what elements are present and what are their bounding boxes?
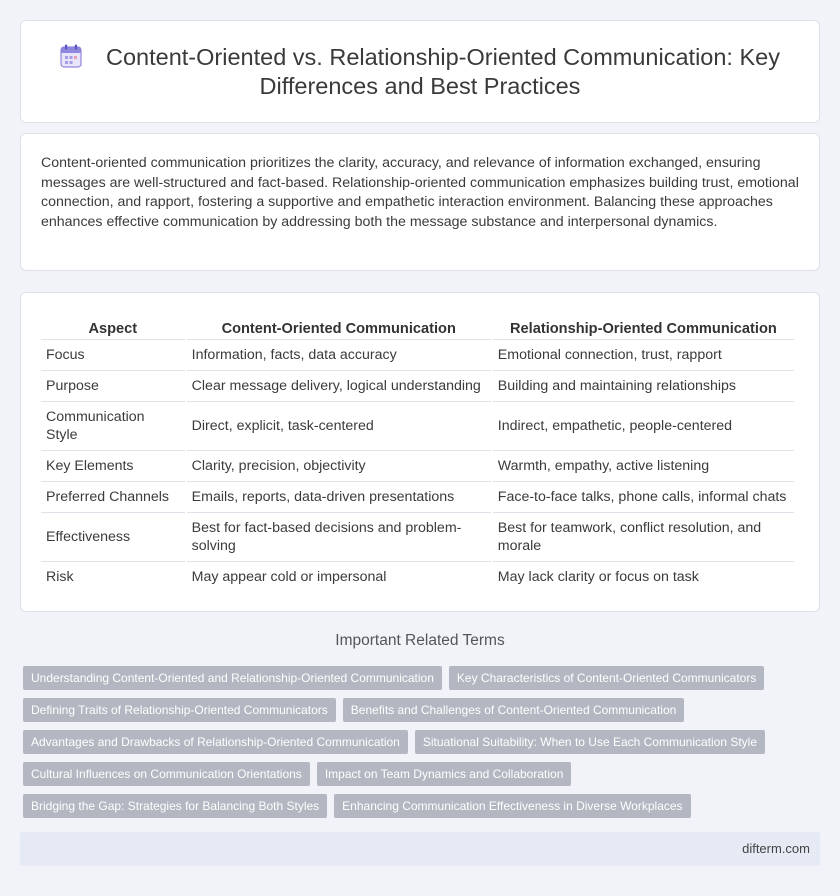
title-line-1: Content-Oriented vs. Relationship-Oriented Communication: Key	[106, 43, 780, 70]
title-card	[20, 20, 820, 123]
cell-relationship: Best for teamwork, conflict resolution, and morale	[493, 512, 794, 561]
cell-content: Direct, explicit, task-centered	[187, 401, 491, 450]
related-term-link[interactable]: Defining Traits of Relationship-Oriented Communicators	[23, 698, 336, 722]
table-row	[41, 339, 794, 370]
table-header-row	[41, 313, 794, 339]
cell-relationship: Indirect, empathetic, people-centered	[493, 401, 794, 450]
intro-paragraph: Content-oriented communication prioritizes the clarity, accuracy, and relevance of information exchanged, ensuring messages are well-structured and fact-based. Relationship-oriented communication emphasizes building trust, emotional connection, and rapport, fostering a supportive and empathetic interaction environment. Balancing these approaches enhances effective communication by addressing both the message substance and interpersonal dynamics.	[41, 155, 799, 230]
cell-relationship: Emotional connection, trust, rapport	[493, 339, 794, 370]
tag-row	[23, 730, 823, 754]
comparison-table-card	[20, 292, 820, 612]
table-row	[41, 401, 794, 450]
table-row	[41, 512, 794, 561]
related-term-link[interactable]: Bridging the Gap: Strategies for Balancing Both Styles	[23, 794, 327, 818]
related-term-link[interactable]: Advantages and Drawbacks of Relationship-Oriented Communication	[23, 730, 408, 754]
related-term-link[interactable]: Situational Suitability: When to Use Each Communication Style	[415, 730, 765, 754]
related-term-link[interactable]: Cultural Influences on Communication Orientations	[23, 762, 310, 786]
related-term-link[interactable]: Key Characteristics of Content-Oriented Communicators	[449, 666, 764, 690]
cell-aspect: Key Elements	[41, 450, 185, 481]
header-aspect: Aspect	[88, 321, 138, 337]
cell-relationship: May lack clarity or focus on task	[493, 561, 794, 592]
tag-row	[23, 698, 823, 722]
related-term-link[interactable]: Impact on Team Dynamics and Collaboration	[317, 762, 572, 786]
page-title	[60, 43, 780, 101]
cell-content: Emails, reports, data-driven presentations	[187, 481, 491, 512]
table-row	[41, 450, 794, 481]
tag-row	[23, 762, 823, 786]
cell-content: Information, facts, data accuracy	[187, 339, 491, 370]
related-terms-tags	[23, 666, 823, 826]
table-row	[41, 481, 794, 512]
cell-content: Clarity, precision, objectivity	[187, 450, 491, 481]
tag-row	[23, 666, 823, 690]
related-term-link[interactable]: Enhancing Communication Effectiveness in Diverse Workplaces	[334, 794, 690, 818]
footer-site-link[interactable]: difterm.com	[742, 841, 810, 856]
cell-aspect: Preferred Channels	[41, 481, 185, 512]
comparison-table	[39, 313, 796, 592]
table-row	[41, 561, 794, 592]
header-content-oriented: Content-Oriented Communication	[221, 321, 456, 337]
cell-aspect: Risk	[41, 561, 185, 592]
cell-aspect: Focus	[41, 339, 185, 370]
tag-row	[23, 794, 823, 818]
cell-content: Clear message delivery, logical understanding	[187, 370, 491, 401]
related-term-link[interactable]: Benefits and Challenges of Content-Oriented Communication	[343, 698, 685, 722]
intro-card	[20, 133, 820, 271]
related-terms-title: Important Related Terms	[335, 632, 505, 649]
footer	[20, 832, 820, 866]
table-row	[41, 370, 794, 401]
cell-content: Best for fact-based decisions and problem-solving	[187, 512, 491, 561]
document-icon	[60, 44, 82, 68]
cell-content: May appear cold or impersonal	[187, 561, 491, 592]
cell-aspect: Communication Style	[41, 401, 185, 450]
cell-relationship: Building and maintaining relationships	[493, 370, 794, 401]
cell-relationship: Warmth, empathy, active listening	[493, 450, 794, 481]
related-term-link[interactable]: Understanding Content-Oriented and Relationship-Oriented Communication	[23, 666, 442, 690]
cell-aspect: Purpose	[41, 370, 185, 401]
title-line-2: Differences and Best Practices	[259, 72, 581, 99]
header-relationship-oriented: Relationship-Oriented Communication	[510, 321, 777, 337]
cell-relationship: Face-to-face talks, phone calls, informal chats	[493, 481, 794, 512]
cell-aspect: Effectiveness	[41, 512, 185, 561]
